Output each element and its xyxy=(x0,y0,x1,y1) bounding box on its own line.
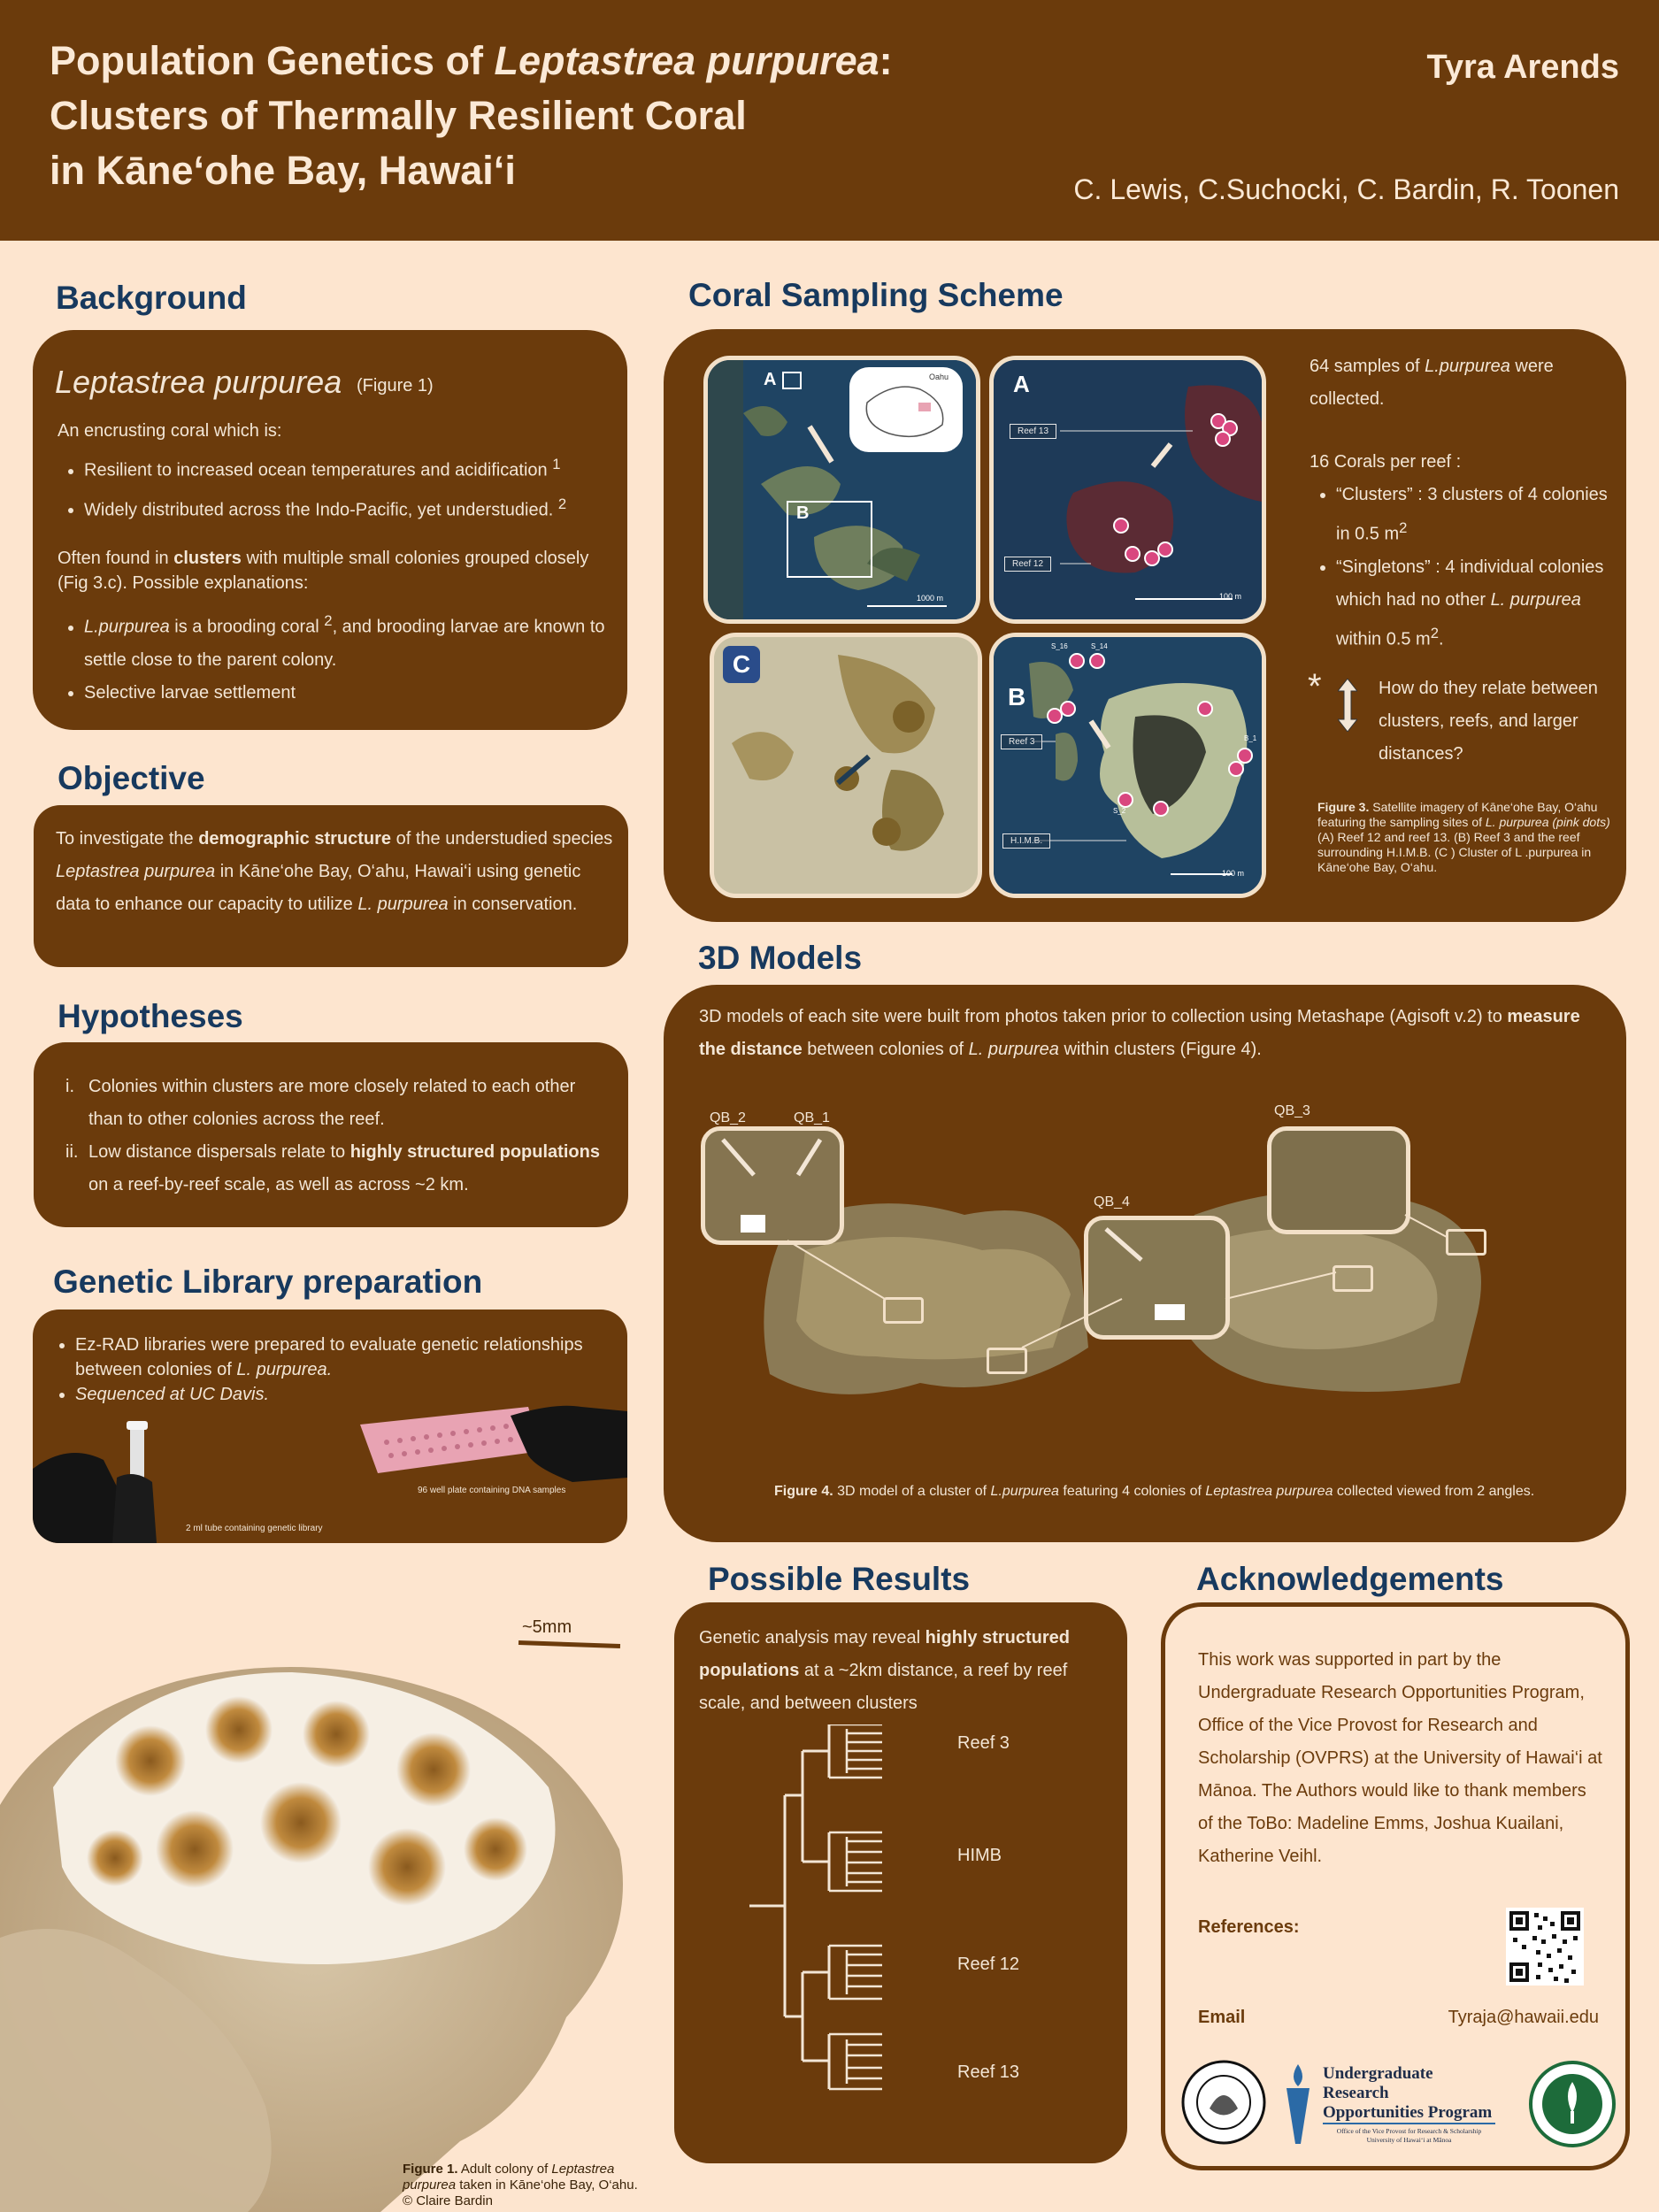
sampling-question: How do they relate between clusters, reefs, and larger distances? xyxy=(1379,679,1598,764)
species-name: Leptastrea purpurea xyxy=(55,364,342,400)
sample-dot xyxy=(1069,653,1085,669)
hypotheses-list: i. Colonies within clusters are more closely related to each other than to other colonies across the reef. ii. Low distance dispersals relate to highly structured populations on a reef-by-reef scale, as well as across ~2 km. xyxy=(65,1077,600,1194)
coral-photo xyxy=(0,1646,637,2212)
email-address[interactable]: Tyraja@hawaii.edu xyxy=(1448,2008,1599,2027)
seal-logo xyxy=(1181,2060,1266,2145)
asterisk: * xyxy=(1308,667,1322,706)
objective-panel xyxy=(34,805,628,967)
map-reef12-13: A Reef 13 Reef 12 100 m xyxy=(989,356,1266,624)
double-arrow-icon xyxy=(1338,679,1357,732)
sample-dot xyxy=(1153,801,1169,817)
qr-code[interactable] xyxy=(1506,1908,1584,1985)
ack-heading: Acknowledgements xyxy=(1196,1561,1504,1597)
sample-dot xyxy=(1118,792,1133,808)
cluster-photo-c: C xyxy=(710,633,982,898)
models-text: 3D models of each site were built from photos taken prior to collection using Metashape (Agisoft v.2) to measure the distance between colonies of L. purpurea within clusters (Figure 4). xyxy=(699,1007,1580,1059)
hypotheses-panel xyxy=(34,1042,628,1227)
map-reef3-himb: B Reef 3 H.I.M.B. S_16 S_14 B_1 S_2 100 m xyxy=(989,633,1266,898)
sample-dot xyxy=(1228,761,1244,777)
figure1-caption: Figure 1. Adult colony of Leptastrea purpurea taken in Kāne‘ohe Bay, O‘ahu. © Claire Bardin xyxy=(403,2162,638,2208)
tube-label: 2 ml tube containing genetic library xyxy=(186,1524,323,1533)
figure-ref: (Figure 1) xyxy=(357,376,434,396)
oahu-inset-map: Oahu xyxy=(849,367,963,452)
figure3-caption: Figure 3. Satellite imagery of Kāne‘ohe Bay, O‘ahu featuring the sampling sites of L. purpurea (pink dots) (A) Reef 12 and reef 13. (B) Reef 3 and the reef surrounding H.I.M.B. (C ) Cluster of L .purpurea in Kāne‘ohe Bay, O‘ahu. xyxy=(1317,800,1610,874)
urop-logo: Undergraduate Research Opportunities Program Office of the Vice Provost for Research & Scholarship University of Hawai‘i at Mānoa xyxy=(1323,2064,1495,2145)
sample-dot xyxy=(1089,653,1105,669)
sample-dot xyxy=(1197,701,1213,717)
urop-torch-icon xyxy=(1276,2060,1320,2148)
hypotheses-heading: Hypotheses xyxy=(58,998,243,1034)
sample-dot xyxy=(1157,541,1173,557)
callout-lines xyxy=(664,985,1626,1542)
label-qb4: QB_4 xyxy=(1094,1194,1130,1210)
poster-title: Population Genetics of Leptastrea purpurea: Clusters of Thermally Resilient Coral in Kāne‘ohe Bay, Hawai‘i xyxy=(50,38,893,193)
label-qb2: QB_2 xyxy=(710,1110,746,1125)
results-panel xyxy=(674,1602,1127,2163)
email-label: Email xyxy=(1198,2008,1246,2027)
sampling-text: 64 samples of L.purpurea were collected. 16 Corals per reef : • “Clusters” : 3 clusters of 4 colonies in 0.5 $m^2$ • “Singletons” : 4 individual colonies which had no other L. purpurea within 0.5 $m^2$. xyxy=(1310,350,1610,656)
genetic-panel xyxy=(33,1310,627,1543)
label-qb3: QB_3 xyxy=(1274,1103,1310,1118)
results-heading: Possible Results xyxy=(708,1561,971,1597)
models-panel xyxy=(664,985,1626,1542)
scale-label: ~5mm xyxy=(522,1617,572,1637)
background-heading: Background xyxy=(56,280,247,316)
well-plate-image xyxy=(351,1398,627,1495)
clade-himb: HIMB xyxy=(957,1846,1002,1865)
ack-text: This work was supported in part by the Undergraduate Research Opportunities Program, Office of the Vice Provost for Research and Scholarship (OVPRS) at the University of Hawai‘i at Mānoa. The Authors would like to thank members of the ToBo: Madeline Emms, Joshua Kuailani, Katherine Veihl. xyxy=(1198,1650,1602,1866)
author-name: Tyra Arends xyxy=(1426,49,1619,86)
sampling-panel xyxy=(664,329,1626,922)
sampling-heading: Coral Sampling Scheme xyxy=(688,277,1064,313)
figure4-caption: Figure 4. 3D model of a cluster of L.purpurea featuring 4 colonies of Leptastrea purpurea collected viewed from 2 angles. xyxy=(774,1484,1535,1499)
label-qb1: QB_1 xyxy=(794,1110,830,1125)
sample-dot xyxy=(1060,701,1076,717)
genetic-heading: Genetic Library preparation xyxy=(53,1263,483,1300)
clade-reef13: Reef 13 xyxy=(957,2062,1020,2082)
sample-dot xyxy=(1125,546,1141,562)
clade-reef12: Reef 12 xyxy=(957,1955,1020,1974)
sample-dot xyxy=(1113,518,1129,534)
background-panel xyxy=(33,330,627,730)
uh-seal-logo xyxy=(1528,2060,1617,2148)
tube-image xyxy=(33,1416,174,1543)
models-heading: 3D Models xyxy=(698,940,863,976)
objective-heading: Objective xyxy=(58,760,205,796)
phylogenetic-tree xyxy=(749,1724,1006,2114)
genetic-text: • Ez-RAD libraries were prepared to evaluate genetic relationships between colonies of L. purpurea. • Sequenced at UC Davis. xyxy=(54,1333,620,1407)
ack-panel xyxy=(1161,1602,1630,2170)
results-text: Genetic analysis may reveal highly structured populations at a ~2km distance, a reef by reef scale, and between clusters xyxy=(699,1628,1071,1713)
references-label: References: xyxy=(1198,1917,1300,1937)
sample-dot xyxy=(1215,431,1231,447)
map-overview: Oahu A B 1000 m xyxy=(703,356,980,624)
objective-text: To investigate the demographic structure of the understudied species Leptastrea purpurea in Kāne‘ohe Bay, O‘ahu, Hawai‘i using genetic data to enhance our capacity to utilize L. purpurea in conservation. xyxy=(56,829,613,914)
clade-reef3: Reef 3 xyxy=(957,1733,1010,1753)
coauthors: C. Lewis, C.Suchocki, C. Bardin, R. Toonen xyxy=(1073,173,1619,205)
background-text: An encrusting coral which is: • Resilient to increased ocean temperatures and acidification $^1$ • Widely distributed across the Indo-Pacific, yet understudied. $^2$ Often found in clusters with multiple small colonies grouped closely (Fig 3.c). Possible explanations: • L.purpurea is a brooding coral $^2$, and brooding larvae are known to settle close to the parent colony. • Selective larvae settlement xyxy=(58,415,606,710)
plate-label: 96 well plate containing DNA samples xyxy=(418,1486,566,1495)
